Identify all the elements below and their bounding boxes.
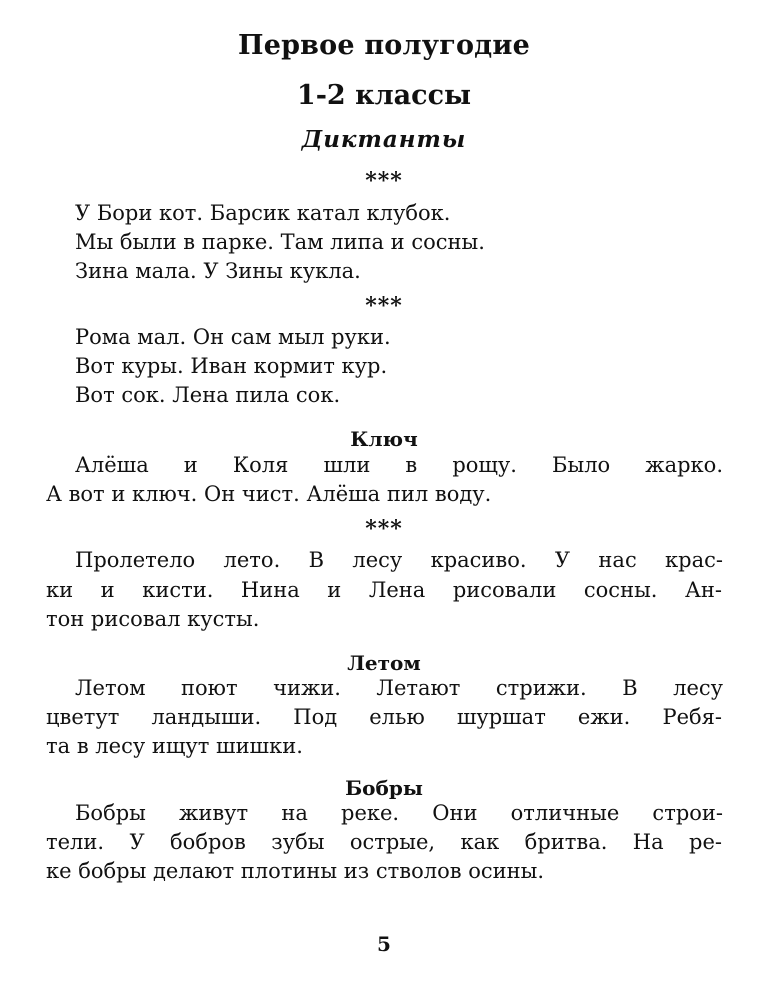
page-title: Первое полугодие [238, 30, 530, 61]
text-line: Вот куры. Иван кормит кур. [75, 354, 388, 378]
text-line: та в лесу ищут шишки. [46, 734, 303, 758]
text-line: Алёша и Коля шли в рощу. Было жарко. [75, 453, 723, 477]
text-line: Зина мала. У Зины кукла. [75, 259, 361, 283]
text-line: Вот сок. Лена пила сок. [75, 383, 341, 407]
page-number: 5 [377, 932, 391, 956]
section-heading: Диктанты [301, 126, 467, 153]
text-line: Летом поют чижи. Летают стрижи. В лесу [75, 676, 723, 700]
dictation-title-beavers: Бобры [345, 776, 423, 800]
dictation-title-summer: Летом [347, 651, 421, 675]
text-line: У Бори кот. Барсик катал клубок. [75, 201, 451, 225]
text-line: Пролетело лето. В лесу красиво. У нас крас- [75, 548, 723, 572]
separator-asterisks: *** [365, 293, 403, 319]
text-line: Мы были в парке. Там липа и сосны. [75, 230, 485, 254]
text-line: ке бобры делают плотины из стволов осины. [46, 859, 545, 883]
text-line: А вот и ключ. Он чист. Алёша пил воду. [46, 482, 492, 506]
text-line: ки и кисти. Нина и Лена рисовали сосны. Ан- [46, 578, 722, 602]
separator-asterisks: *** [365, 168, 403, 194]
text-line: Рома мал. Он сам мыл руки. [75, 325, 391, 349]
dictation-title-key: Ключ [350, 427, 418, 451]
grade-heading: 1-2 классы [296, 80, 472, 111]
text-line: цветут ландыши. Под елью шуршат ежи. Ребя- [46, 705, 722, 729]
text-line: тон рисовал кусты. [46, 607, 260, 631]
text-line: тели. У бобров зубы острые, как бритва. На ре- [46, 830, 722, 854]
separator-asterisks: *** [365, 516, 403, 542]
text-line: Бобры живут на реке. Они отличные строи- [75, 801, 723, 825]
